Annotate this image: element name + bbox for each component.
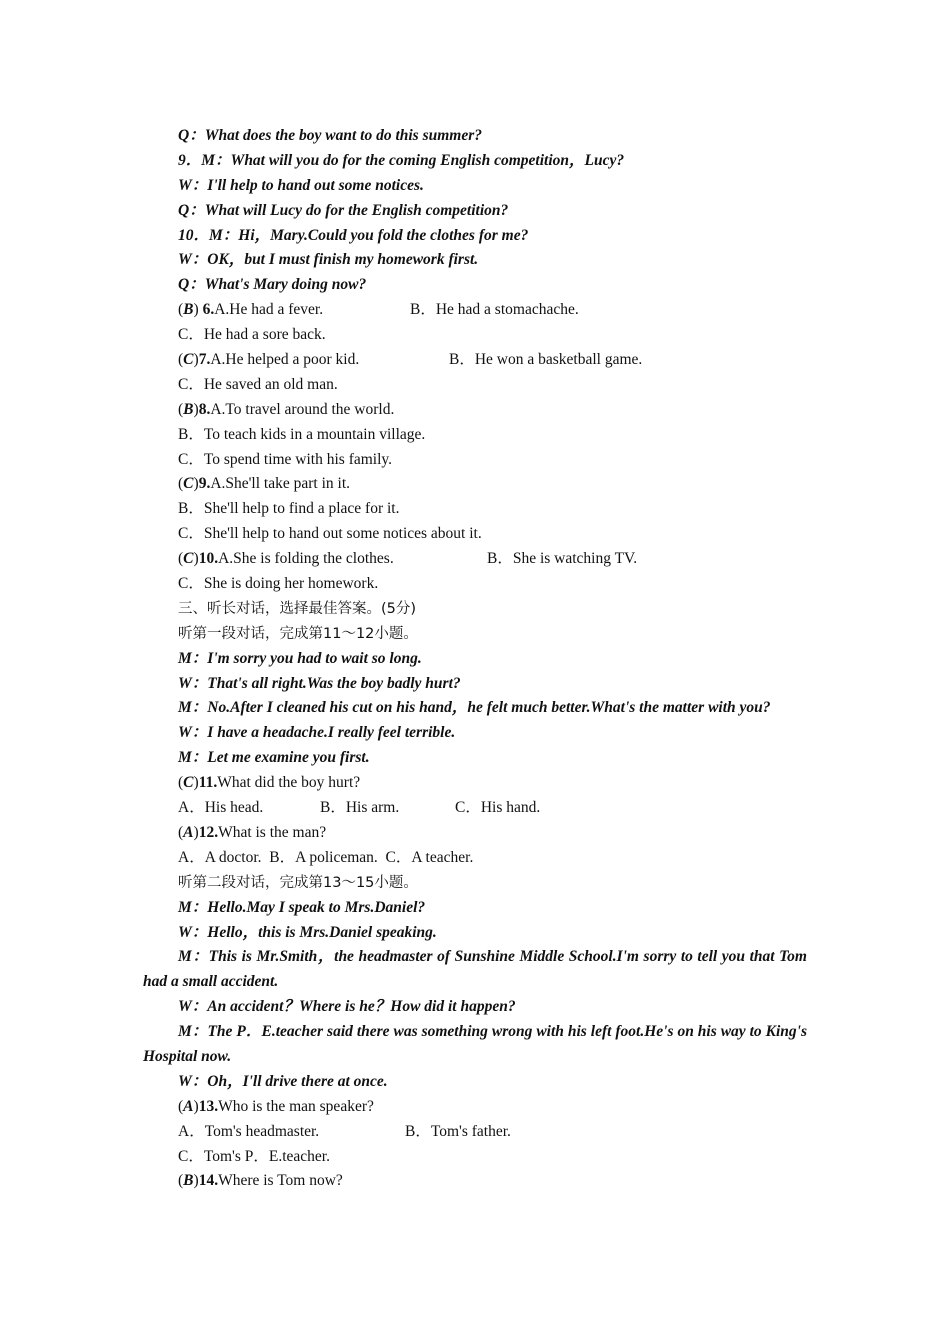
question-12: (A)12.What is the man? — [178, 823, 327, 841]
option-b: B．To teach kids in a mountain village. — [178, 425, 426, 443]
dialogue-line: M：This is Mr.Smith，the headmaster of Sunshine Middle School.I'm sorry to tell you that Tom had a small accident. — [143, 948, 807, 991]
dialogue-line: W：Oh，I'll drive there at once. — [178, 1072, 388, 1090]
question-9: (C)9.A.She'll take part in it. — [178, 475, 350, 493]
option-b: B．Tom's father. — [405, 1122, 511, 1140]
option-b: B．He had a stomachache. — [410, 301, 579, 319]
answer-letter: B — [183, 301, 194, 319]
question-10: (C)10.A.She is folding the clothes. B．She is watching TV. — [143, 547, 807, 572]
question-11: (C)11.What did the boy hurt? — [178, 774, 361, 792]
question-number: 8. — [198, 400, 211, 418]
dialogue-line: W：An accident？Where is he？How did it happen? — [178, 998, 516, 1016]
answer-letter: C — [183, 475, 194, 493]
dialogue-line: 10．M：Hi，Mary.Could you fold the clothes for me? — [178, 226, 529, 244]
section-instruction: 听第一段对话，完成第11～12小题。 — [178, 625, 418, 642]
question-text: Who is the man speaker? — [218, 1097, 374, 1115]
dialogue-line: M：Let me examine you first. — [178, 749, 370, 767]
option-a: A.He helped a poor kid. — [210, 351, 360, 369]
question-8: (B)8.A.To travel around the world. — [178, 400, 395, 418]
option-b: B．She'll help to find a place for it. — [178, 500, 400, 518]
answer-letter: C — [183, 550, 194, 568]
answer-letter: C — [183, 774, 194, 792]
option-c: C．His hand. — [455, 799, 541, 817]
option-a: A．His head. — [178, 799, 264, 817]
option-b: B．She is watching TV. — [487, 550, 638, 568]
question-number: 9. — [198, 475, 211, 493]
dialogue-line: M：Hello.May I speak to Mrs.Daniel? — [178, 898, 426, 916]
option-b: B．He won a basketball game. — [449, 351, 643, 369]
dialogue-line: 9．M：What will you do for the coming English competition，Lucy? — [178, 151, 625, 169]
dialogue-line: W：I'll help to hand out some notices. — [178, 176, 424, 194]
dialogue-line: Q：What does the boy want to do this summer? — [178, 127, 483, 144]
question-13: (A)13.Who is the man speaker? — [178, 1097, 374, 1115]
section-heading: 三、听长对话，选择最佳答案。(5分) — [178, 600, 417, 617]
dialogue-line: W：OK，but I must finish my homework first. — [178, 251, 479, 269]
question-text: What did the boy hurt? — [217, 774, 361, 792]
question-number: 14. — [198, 1172, 219, 1190]
question-number: 11. — [198, 774, 218, 792]
question-6: (B) 6.A.He had a fever. B．He had a stomachache. — [143, 298, 807, 323]
question-text: What is the man? — [218, 823, 327, 841]
question-number: 13. — [198, 1097, 219, 1115]
question-number: 6. — [202, 301, 215, 319]
options-row: A．A doctor. B．A policeman. C．A teacher. — [178, 848, 474, 866]
options-row — [143, 796, 807, 821]
option-a: A.He had a fever. — [214, 301, 324, 319]
dialogue-line: Q：What's Mary doing now? — [178, 276, 367, 294]
option-b: B．His arm. — [320, 799, 400, 817]
question-7: (C)7.A.He helped a poor kid. B．He won a basketball game. — [143, 348, 807, 373]
section-instruction: 听第二段对话，完成第13～15小题。 — [178, 874, 418, 891]
option-c: C．She is doing her homework. — [178, 575, 379, 593]
question-text: Where is Tom now? — [218, 1172, 343, 1190]
answer-letter: C — [183, 351, 194, 369]
option-c: C．To spend time with his family. — [178, 450, 393, 468]
answer-letter: A — [183, 1097, 194, 1115]
answer-letter: B — [183, 1172, 194, 1190]
option-a: A.She'll take part in it. — [210, 475, 350, 493]
document-page — [143, 124, 807, 1194]
question-number: 7. — [198, 351, 211, 369]
dialogue-line: M：No.After I cleaned his cut on his hand，he felt much better.What's the matter with you? — [178, 699, 771, 717]
dialogue-line: W：I have a headache.I really feel terrible. — [178, 724, 456, 742]
option-c: C．She'll help to hand out some notices about it. — [178, 525, 482, 543]
option-c: C．He had a sore back. — [178, 326, 326, 344]
answer-letter: B — [183, 400, 194, 418]
dialogue-line: W：That's all right.Was the boy badly hurt? — [178, 674, 461, 692]
question-14: (B)14.Where is Tom now? — [178, 1172, 343, 1190]
option-c: C．Tom's P．E.teacher. — [178, 1147, 330, 1165]
option-c: C．He saved an old man. — [178, 375, 338, 393]
answer-letter: A — [183, 823, 194, 841]
dialogue-line: M：The P．E.teacher said there was something wrong with his left foot.He's on his way to King's Hospital now. — [143, 1023, 807, 1066]
dialogue-line: W：Hello，this is Mrs.Daniel speaking. — [178, 923, 437, 941]
option-a: A.She is folding the clothes. — [218, 550, 394, 568]
question-number: 10. — [198, 550, 219, 568]
option-a: A．Tom's headmaster. — [178, 1122, 320, 1140]
dialogue-line: Q：What will Lucy do for the English competition? — [178, 201, 509, 219]
options-row — [143, 1120, 807, 1145]
dialogue-line: M：I'm sorry you had to wait so long. — [178, 649, 422, 667]
question-number: 12. — [198, 823, 219, 841]
option-a: A.To travel around the world. — [210, 400, 395, 418]
